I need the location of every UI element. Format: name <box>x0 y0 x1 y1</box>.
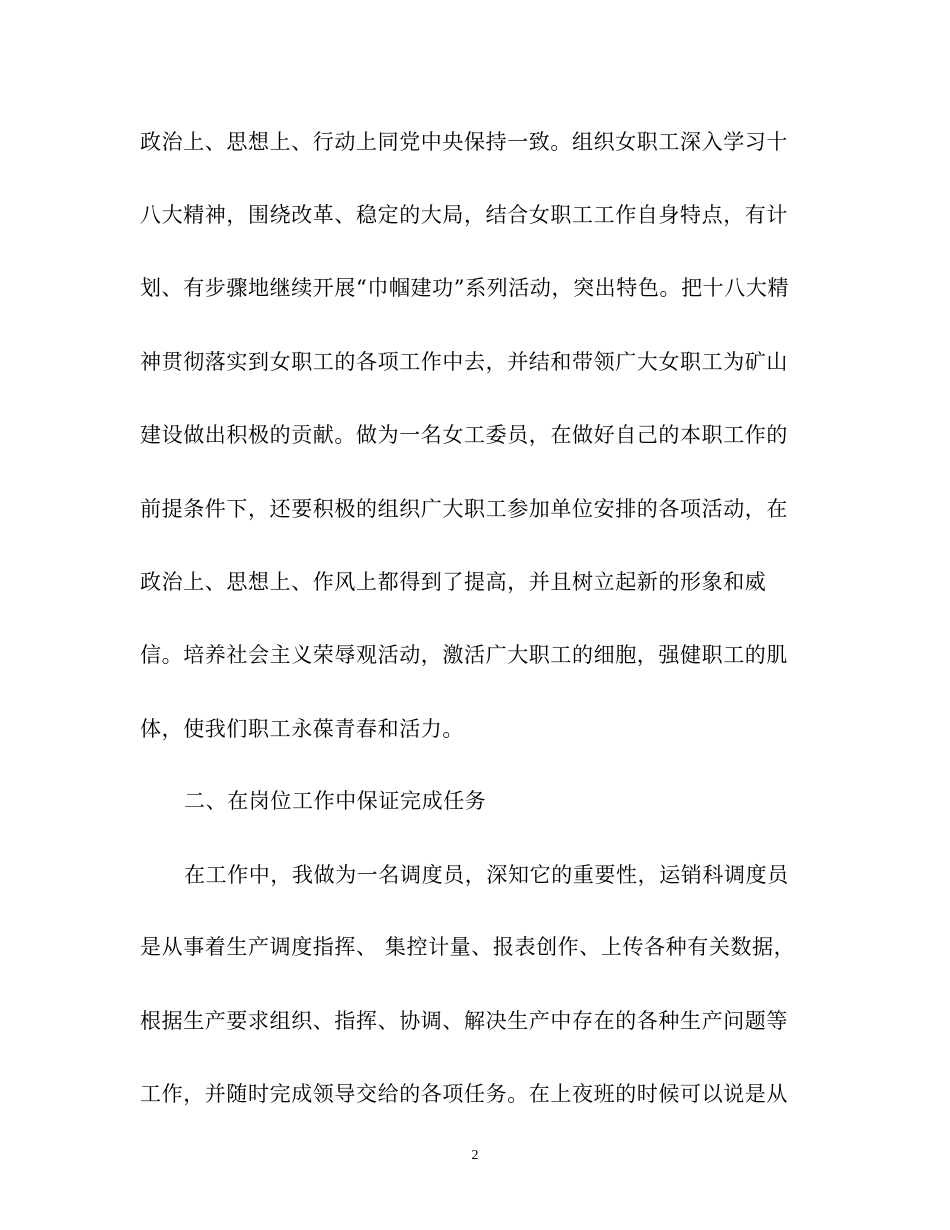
text-line: 是从事着生产调度指挥、 集控计量、报表创作、上传各种有关数据， <box>140 935 796 959</box>
text-line: 神贯彻落实到女职工的各项工作中去，并结和带领广大女职工为矿山 <box>140 350 788 374</box>
section-heading: 二、在岗位工作中保证完成任务 <box>184 789 487 813</box>
text-line: 政治上、思想上、作风上都得到了提高，并且树立起新的形象和威 <box>140 570 767 594</box>
text-line: 建设做出积极的贡献。做为一名女工委员，在做好自己的本职工作的 <box>140 423 788 447</box>
text-line: 八大精神，围绕改革、稳定的大局，结合女职工工作自身特点，有计 <box>140 203 788 227</box>
text-line: 在工作中，我做为一名调度员，深知它的重要性，运销科调度员 <box>184 863 789 887</box>
text-line: 工作，并随时完成领导交给的各项任务。在上夜班的时候可以说是从 <box>140 1082 788 1106</box>
text-line: 根据生产要求组织、指挥、协调、解决生产中存在的各种生产问题等 <box>140 1009 788 1033</box>
page-number: 2 <box>471 1148 479 1163</box>
text-line: 划、有步骤地继续开展“巾帼建功”系列活动，突出特色。把十八大精 <box>140 276 790 300</box>
text-line: 政治上、思想上、行动上同党中央保持一致。组织女职工深入学习十 <box>140 130 788 154</box>
text-line: 体，使我们职工永葆青春和活力。 <box>140 717 464 741</box>
text-line: 信。培养社会主义荣辱观活动，激活广大职工的细胞，强健职工的肌 <box>140 643 788 667</box>
text-line: 前提条件下，还要积极的组织广大职工参加单位安排的各项活动，在 <box>140 497 788 521</box>
